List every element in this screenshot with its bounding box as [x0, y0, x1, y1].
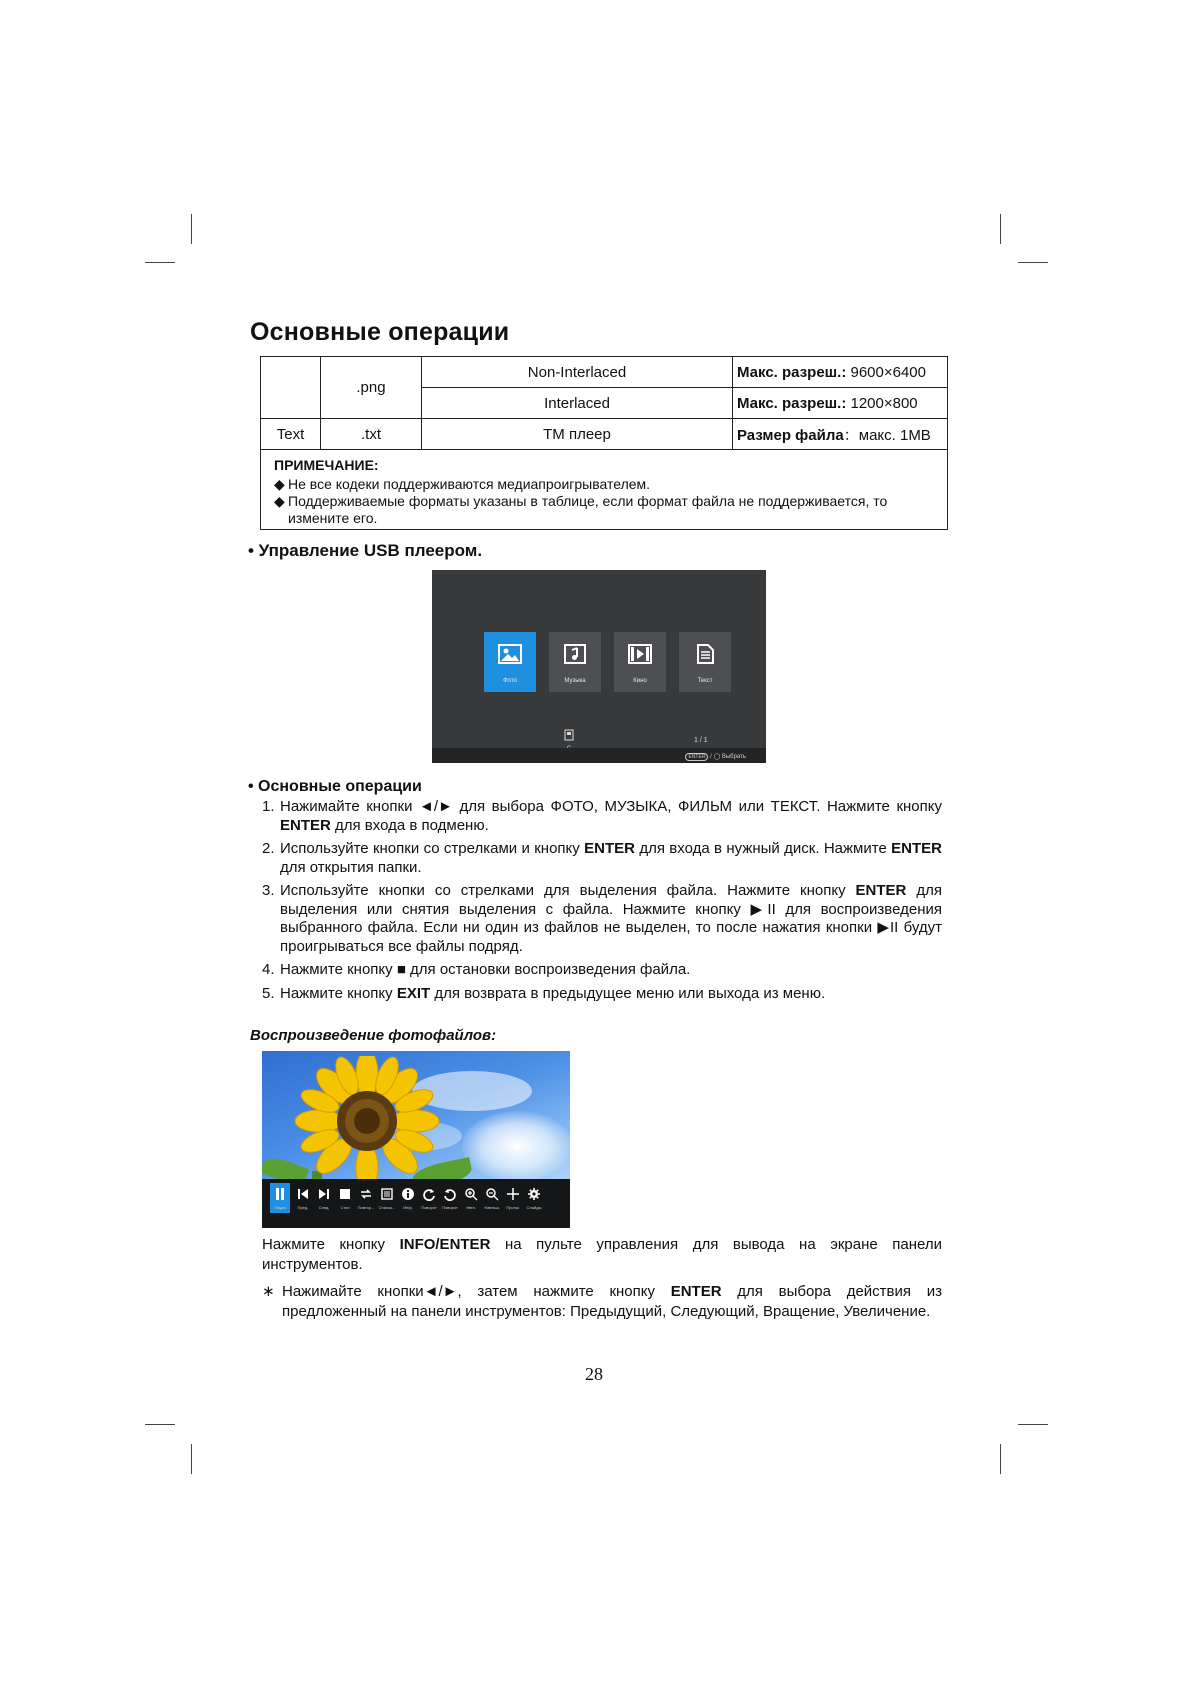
tile-label: Текст	[697, 678, 713, 684]
next-icon	[317, 1187, 331, 1201]
tile-label: Музыка	[564, 678, 586, 684]
toolbar-move-button[interactable]: Пролж.	[503, 1183, 523, 1213]
crop-mark	[191, 1444, 192, 1474]
crop-mark	[1018, 1424, 1048, 1425]
toolbar-pause-button[interactable]: Пауза	[270, 1183, 290, 1213]
previous-icon	[296, 1187, 310, 1201]
enter-key-icon: ENTER	[685, 753, 708, 761]
tile-label: Фото	[503, 678, 517, 684]
usb-drive-icon	[564, 729, 574, 741]
note-box	[260, 450, 948, 530]
crop-mark	[1000, 214, 1001, 244]
spec-label: Макс. разреш.:	[737, 394, 847, 412]
toolbar-settings-button[interactable]: Слайды	[524, 1183, 544, 1213]
toolbar-playlist-button[interactable]: Список...	[377, 1183, 397, 1213]
zoom-out-icon	[485, 1187, 499, 1201]
usb-device[interactable]	[564, 728, 574, 748]
page-indicator: 1 / 1	[694, 737, 708, 744]
spec-value: ：макс. 1MB	[843, 426, 931, 444]
section-title-photo: Воспроизведение фотофайлов:	[250, 1027, 497, 1044]
section-title-usb: • Управление USB плеером.	[248, 541, 483, 560]
list-item: 2. Используйте кнопки со стрелками и кнопку ENTER для входа в нужный диск. Нажмите ENTER для открытия папки.	[262, 840, 942, 876]
crop-mark	[145, 262, 175, 263]
toolbar-next-button[interactable]: След.	[314, 1183, 334, 1213]
star-paragraph: ∗ Нажимайте кнопки◄/►, затем нажмите кнопку ENTER для выбора действия из предложенный на панели инструментов: Предыдущий, Следующий, Вращение, Увеличение.	[262, 1283, 942, 1320]
spec-label: Макс. разреш.:	[737, 363, 847, 381]
note-item: ◆ Поддерживаемые форматы указаны в таблице, если формат файла не поддерживается, то	[274, 493, 888, 509]
list-item: 3. Используйте кнопки со стрелками для выделения файла. Нажмите кнопку ENTER для выделения или снятия выделения с файла. Нажмите кнопку ▶II для воспроизведения выбранного файла. Если ни один из файлов не выделен, то после нажатия кнопки ▶II будут проигрываться все файлы подряд.	[262, 882, 942, 955]
list-item: 4. Нажмите кнопку ■ для остановки воспроизведения файла.	[262, 961, 691, 978]
toolbar-info-button[interactable]: Инф.	[398, 1183, 418, 1213]
music-icon	[563, 644, 587, 664]
note-item-continuation: измените его.	[288, 510, 378, 526]
list-item: 1. Нажимайте кнопки ◄/► для выбора ФОТО, МУЗЫКА, ФИЛЬМ или ТЕКСТ. Нажмите кнопку ENTER для входа в подменю.	[262, 798, 942, 834]
section-title-basic-ops: • Основные операции	[248, 778, 422, 795]
menu-hint-bar	[432, 748, 766, 763]
format-table	[260, 356, 948, 450]
toolbar-repeat-button[interactable]: Повтор...	[356, 1183, 376, 1213]
table-cell-mode: Interlaced	[422, 388, 733, 419]
menu-tile-photo[interactable]	[484, 632, 536, 692]
move-icon	[506, 1187, 520, 1201]
menu-tile-text[interactable]	[679, 632, 731, 692]
menu-tile-movie[interactable]	[614, 632, 666, 692]
table-cell-type: Text	[261, 419, 321, 450]
photo-playback-screenshot	[262, 1051, 570, 1228]
rotate-right-icon	[422, 1187, 436, 1201]
repeat-icon	[359, 1187, 373, 1201]
crop-mark	[1000, 1444, 1001, 1474]
table-cell-spec	[733, 388, 948, 419]
page-number: 28	[585, 1364, 603, 1384]
spec-label: Размер файла	[737, 426, 844, 444]
crop-mark	[1018, 262, 1048, 263]
table-cell-mode: ТМ плеер	[422, 419, 733, 450]
operations-list	[262, 798, 942, 1008]
note-item: ◆ Не все кодеки поддерживаются медиапроигрывателем.	[274, 476, 651, 492]
info-icon	[401, 1187, 415, 1201]
media-menu-screenshot	[432, 570, 766, 763]
movie-icon	[628, 644, 652, 664]
table-cell-spec	[733, 357, 948, 388]
sunflower-image	[292, 1056, 442, 1186]
toolbar-previous-button[interactable]: Пред.	[293, 1183, 313, 1213]
table-cell-mode: Non-Interlaced	[422, 357, 733, 388]
rotate-left-icon	[443, 1187, 457, 1201]
playlist-icon	[380, 1187, 394, 1201]
note-title: ПРИМЕЧАНИЕ:	[274, 457, 379, 473]
tile-label: Кино	[633, 678, 647, 684]
zoom-in-icon	[464, 1187, 478, 1201]
spec-value: 1200×800	[846, 394, 918, 412]
sun-glow	[462, 1111, 570, 1181]
settings-icon	[527, 1187, 541, 1201]
photo-icon	[498, 644, 522, 664]
pause-icon	[273, 1187, 287, 1201]
text-icon	[693, 644, 717, 664]
spec-value: 9600×6400	[846, 363, 926, 381]
hint-text: / ◯ Выбрать	[710, 754, 746, 760]
toolbar-rotate-left-button[interactable]: Поворот	[440, 1183, 460, 1213]
table-cell-ext: .png	[321, 357, 422, 419]
toolbar-zoom-out-button[interactable]: Уменьш.	[482, 1183, 502, 1213]
select-hint	[685, 753, 746, 761]
table-row	[261, 357, 948, 388]
menu-tile-music[interactable]	[549, 632, 601, 692]
list-item: 5. Нажмите кнопку EXIT для возврата в предыдущее меню или выхода из меню.	[262, 984, 826, 1002]
table-cell-ext: .txt	[321, 419, 422, 450]
crop-mark	[191, 214, 192, 244]
photo-toolbar	[262, 1179, 570, 1228]
crop-mark	[145, 1424, 175, 1425]
table-cell-spec	[733, 419, 948, 450]
toolbar-stop-button[interactable]: Стоп	[335, 1183, 355, 1213]
stop-icon	[338, 1187, 352, 1201]
toolbar-zoom-in-button[interactable]: Увел.	[461, 1183, 481, 1213]
page-title: Основные операции	[250, 318, 510, 346]
table-cell-type	[261, 357, 321, 419]
info-paragraph: Нажмите кнопку INFO/ENTER на пульте управления для вывода на экране панели инструментов.	[262, 1236, 943, 1273]
toolbar-rotate-right-button[interactable]: Поворот	[419, 1183, 439, 1213]
table-row	[261, 419, 948, 450]
